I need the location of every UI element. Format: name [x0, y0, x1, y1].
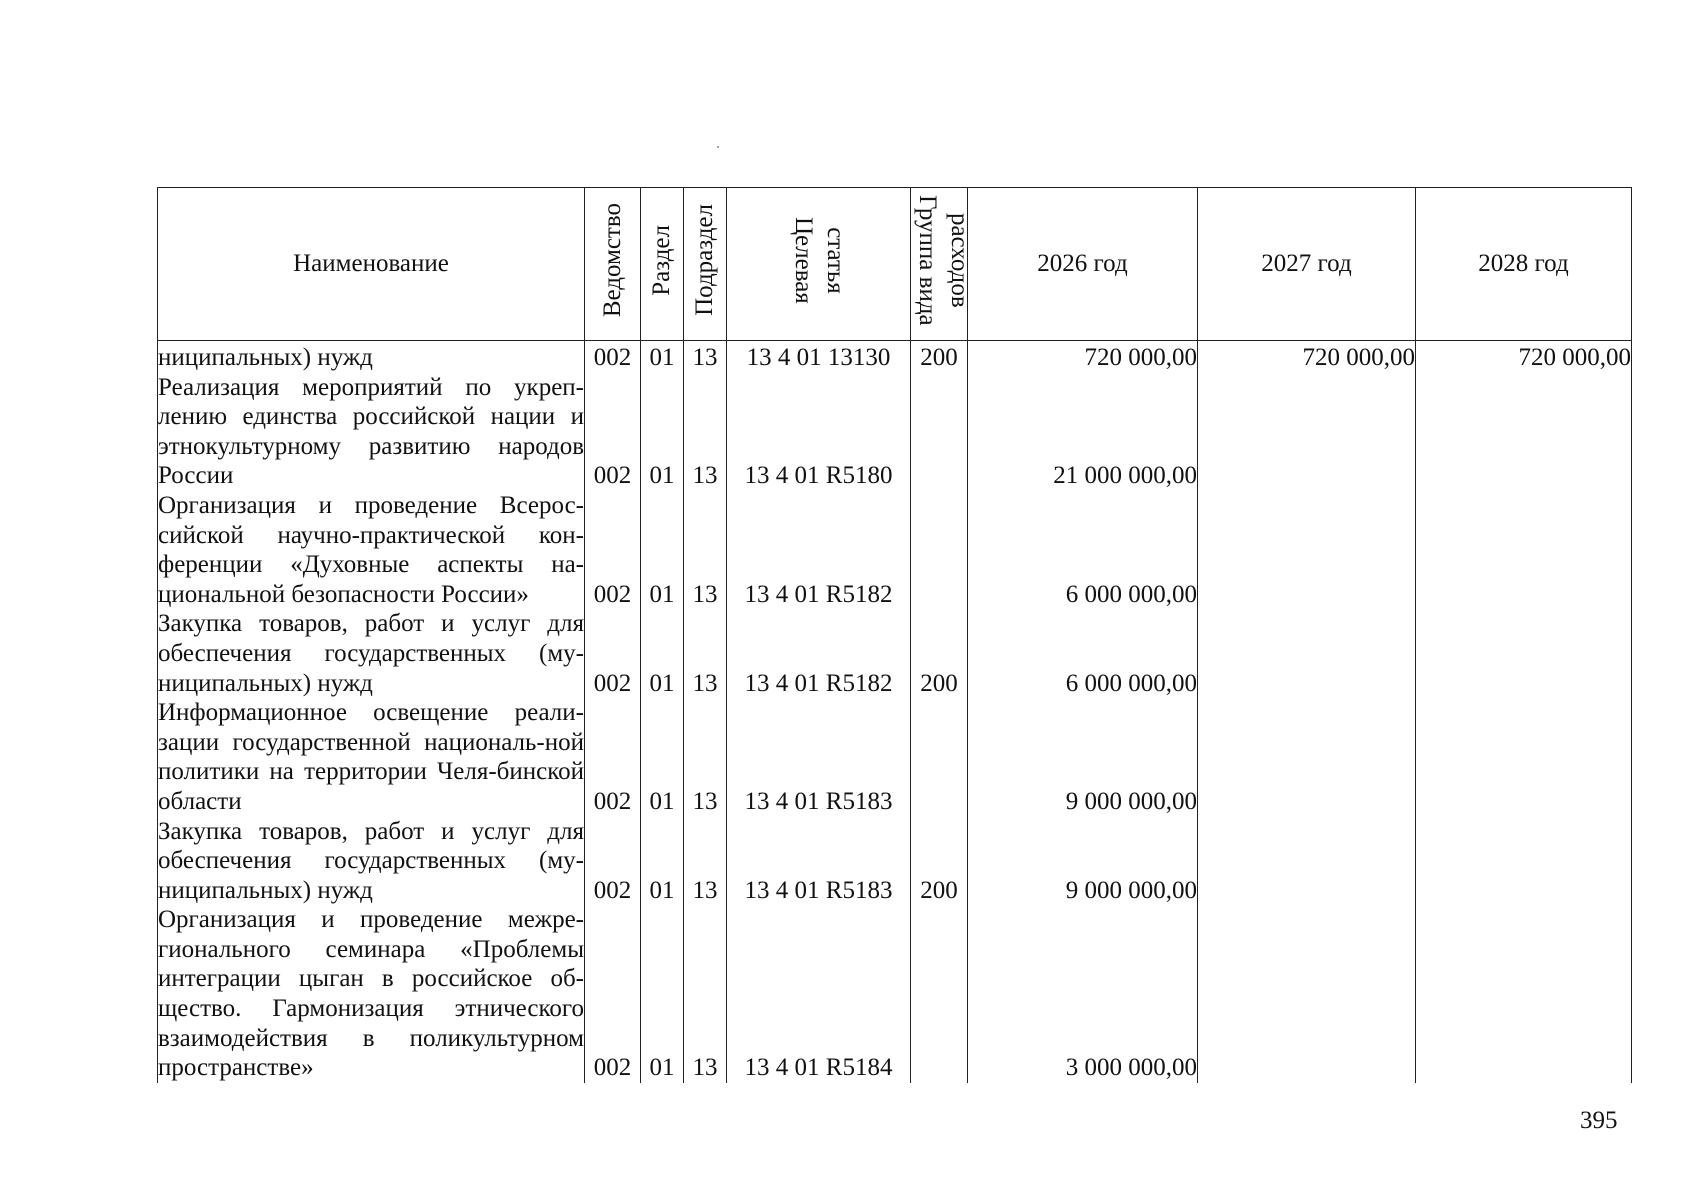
row-2026: 720 000,00 — [968, 341, 1198, 373]
header-target-article: Целевая статья — [727, 188, 911, 341]
row-target: 13 4 01 R5184 — [727, 905, 911, 1083]
row-2026: 3 000 000,00 — [968, 905, 1198, 1083]
row-target: 13 4 01 R5182 — [727, 491, 911, 609]
row-department: 002 — [585, 817, 641, 906]
table-row — [158, 609, 1632, 698]
row-2027 — [1198, 698, 1416, 816]
budget-table — [157, 187, 1632, 1083]
row-subsection: 13 — [684, 698, 727, 816]
header-2028: 2028 год — [1416, 188, 1632, 341]
table-row — [158, 491, 1632, 609]
row-subsection: 13 — [684, 817, 727, 906]
row-group: 200 — [911, 817, 968, 906]
row-name: Закупка товаров, работ и услуг для обеспечения государственных (му-ниципальных) нужд — [158, 610, 584, 697]
row-2026: 9 000 000,00 — [968, 698, 1198, 816]
row-subsection: 13 — [684, 373, 727, 491]
row-group — [911, 491, 968, 609]
row-2027 — [1198, 609, 1416, 698]
row-target: 13 4 01 R5182 — [727, 609, 911, 698]
row-target: 13 4 01 R5180 — [727, 373, 911, 491]
row-group — [911, 373, 968, 491]
table-row — [158, 341, 1632, 373]
row-department: 002 — [585, 698, 641, 816]
row-2026: 9 000 000,00 — [968, 817, 1198, 906]
row-name: Реализация мероприятий по укреп-лению единства российской нации и этнокультурному развитию народов России — [158, 373, 584, 490]
row-group: 200 — [911, 609, 968, 698]
row-2026: 6 000 000,00 — [968, 609, 1198, 698]
row-target: 13 4 01 R5183 — [727, 817, 911, 906]
row-section: 01 — [641, 817, 684, 906]
row-2028 — [1416, 609, 1632, 698]
row-department: 002 — [585, 341, 641, 373]
row-2027: 720 000,00 — [1198, 341, 1416, 373]
row-department: 002 — [585, 373, 641, 491]
row-target: 13 4 01 R5183 — [727, 698, 911, 816]
row-name: Закупка товаров, работ и услуг для обеспечения государственных (му-ниципальных) нужд — [158, 817, 584, 904]
header-name: Наименование — [158, 188, 585, 341]
row-group: 200 — [911, 341, 968, 373]
row-2028 — [1416, 491, 1632, 609]
row-2028 — [1416, 698, 1632, 816]
row-section: 01 — [641, 905, 684, 1083]
row-department: 002 — [585, 609, 641, 698]
row-name: Организация и проведение Всерос-сийской научно-практической кон-ференции «Духовные аспекты на-циональной безопасности России» — [158, 491, 584, 608]
scan-speck — [717, 146, 719, 148]
row-2026: 6 000 000,00 — [968, 491, 1198, 609]
row-2027 — [1198, 491, 1416, 609]
table-header-row — [158, 188, 1632, 341]
row-subsection: 13 — [684, 491, 727, 609]
row-group — [911, 698, 968, 816]
row-2028 — [1416, 373, 1632, 491]
row-section: 01 — [641, 341, 684, 373]
page-number: 395 — [1580, 1107, 1618, 1134]
row-section: 01 — [641, 491, 684, 609]
row-2026: 21 000 000,00 — [968, 373, 1198, 491]
row-2028 — [1416, 905, 1632, 1083]
header-section: Раздел — [641, 188, 684, 341]
row-subsection: 13 — [684, 609, 727, 698]
row-name: ниципальных) нужд — [158, 341, 585, 373]
row-name: Информационное освещение реали-зации государственной националь-ной политики на территории Челя-бинской области — [158, 699, 584, 815]
header-department: Ведомство — [585, 188, 641, 341]
row-department: 002 — [585, 491, 641, 609]
row-subsection: 13 — [684, 341, 727, 373]
row-department: 002 — [585, 905, 641, 1083]
table-row — [158, 698, 1632, 816]
row-2027 — [1198, 373, 1416, 491]
header-expense-group: Группа вида расходов — [911, 188, 968, 341]
row-name: Организация и проведение межре-гионального семинара «Проблемы интеграции цыган в российское об-щество. Гармонизация этнического взаимодействия в поликультурном пространстве» — [158, 906, 584, 1082]
header-2026: 2026 год — [968, 188, 1198, 341]
row-group — [911, 905, 968, 1083]
row-2028: 720 000,00 — [1416, 341, 1632, 373]
row-subsection: 13 — [684, 905, 727, 1083]
header-2027: 2027 год — [1198, 188, 1416, 341]
row-section: 01 — [641, 698, 684, 816]
table-row — [158, 817, 1632, 906]
row-target: 13 4 01 13130 — [727, 341, 911, 373]
table-row — [158, 905, 1632, 1083]
header-subsection: Подраздел — [684, 188, 727, 341]
row-2027 — [1198, 905, 1416, 1083]
row-2027 — [1198, 817, 1416, 906]
row-section: 01 — [641, 373, 684, 491]
table-row — [158, 373, 1632, 491]
row-2028 — [1416, 817, 1632, 906]
row-section: 01 — [641, 609, 684, 698]
